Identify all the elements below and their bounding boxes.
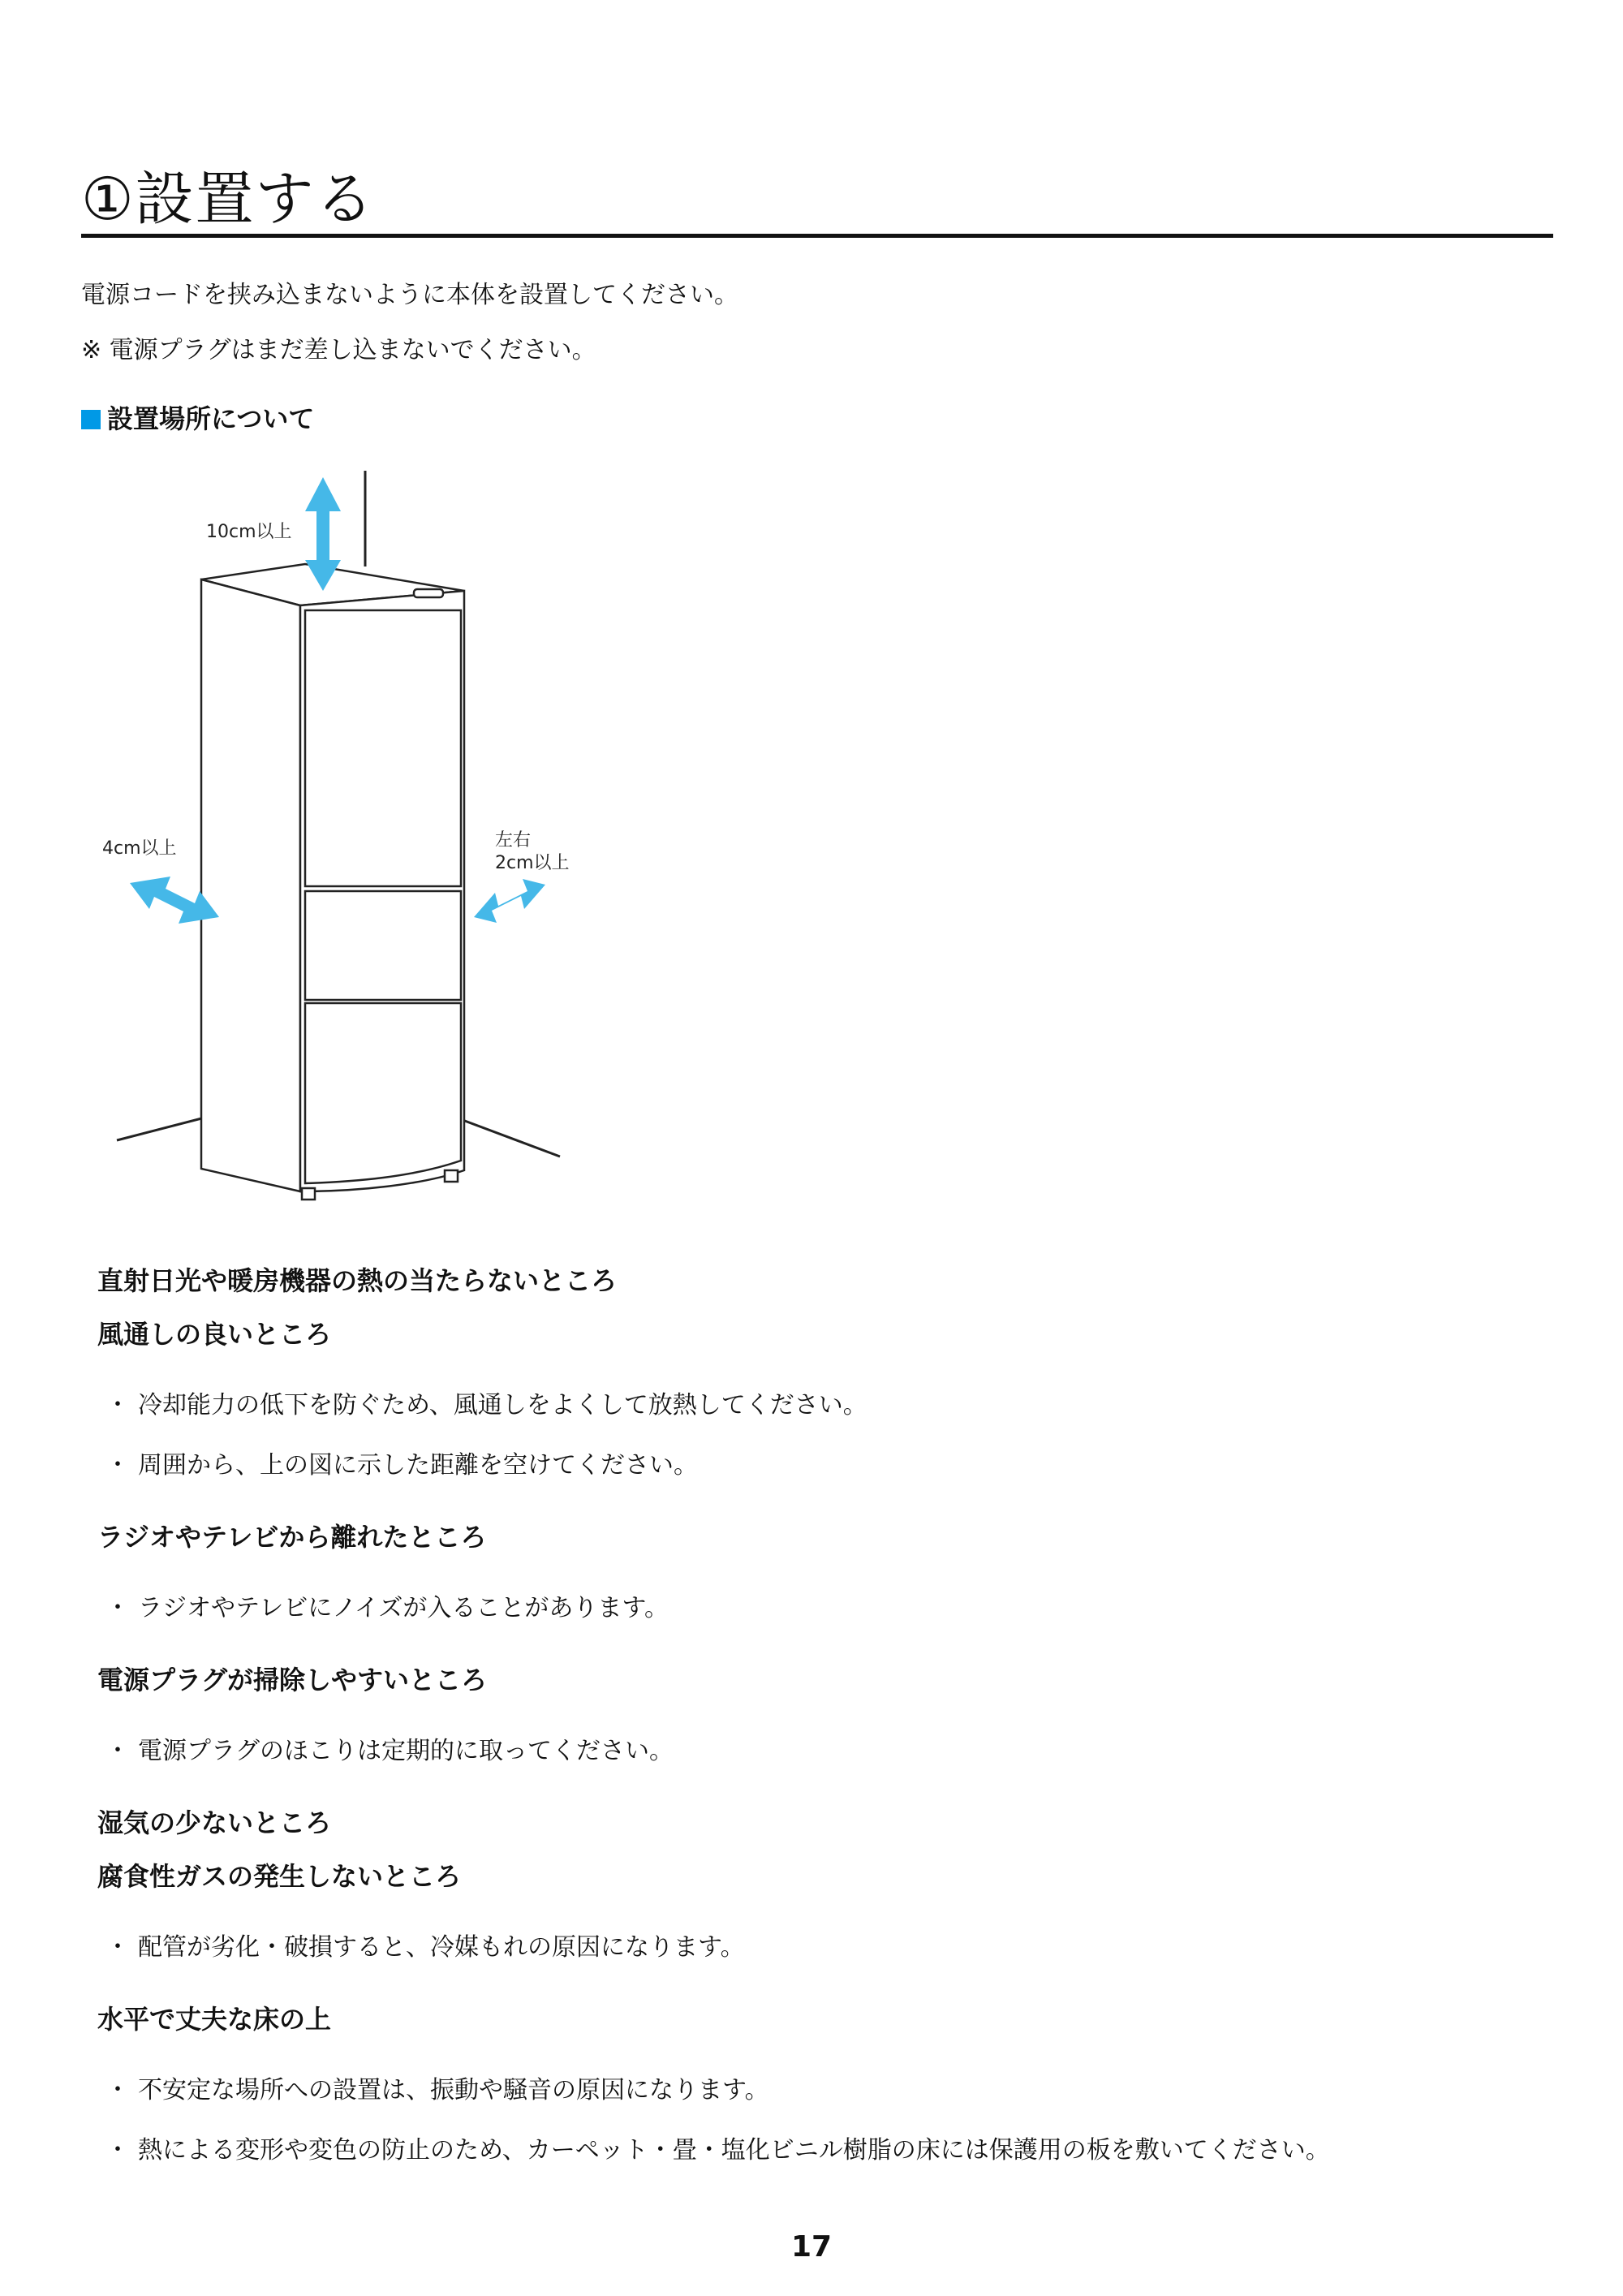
fridge-foot-right: [445, 1170, 458, 1182]
bullet-noise: [105, 1592, 669, 1625]
page-title: ①設置する: [81, 165, 376, 233]
floor-line-right: [463, 1120, 560, 1157]
floor-line-left: [117, 1116, 211, 1140]
bullet-dust: [105, 1735, 674, 1768]
bullet-text: 電源プラグのほこりは定期的に取ってください。: [138, 1737, 674, 1765]
bullet-dot-icon: ・: [105, 1391, 130, 1419]
bullet-clearance: [105, 1450, 698, 1482]
title-underline: [81, 234, 1553, 238]
bullet-text: 熱による変形や変色の防止のため、カーペット・畳・塩化ビニル樹脂の床には保護用の板を敷いてください。: [138, 2136, 1330, 2165]
bullet-text: ラジオやテレビにノイズが入ることがあります。: [138, 1594, 669, 1622]
arrow-right-icon: [474, 879, 545, 923]
intro-line-1: 電源コードを挟み込まないように本体を設置してください。: [81, 281, 738, 309]
bullet-text: 周囲から、上の図に示した距離を空けてください。: [138, 1451, 698, 1480]
fridge-upper-door: [305, 610, 461, 886]
fridge-middle-drawer: [305, 891, 461, 1000]
heading-low-humidity: 湿気の少ないところ: [97, 1807, 332, 1838]
installation-diagram: [97, 471, 601, 1217]
bullet-refrigerant: [105, 1932, 745, 1964]
heading-no-corrosive-gas: 腐食性ガスの発生しないところ: [97, 1861, 462, 1892]
bullet-dot-icon: ・: [105, 2136, 130, 2165]
side-clearance-label-1: 左右: [495, 830, 532, 851]
page-number: 17: [790, 2230, 833, 2264]
bullet-dot-icon: ・: [105, 1737, 130, 1765]
bullet-vibration: [105, 2074, 769, 2107]
heading-radio-tv: ラジオやテレビから離れたところ: [97, 1522, 487, 1553]
bullet-text: 不安定な場所への設置は、振動や騒音の原因になります。: [138, 2076, 769, 2104]
bullet-dot-icon: ・: [105, 2076, 130, 2104]
bullet-floor-protection: [105, 2134, 1330, 2167]
bullet-dot-icon: ・: [105, 1933, 130, 1962]
top-clearance-label: 10cm以上: [206, 522, 292, 542]
fridge-control-panel: [414, 589, 443, 597]
side-clearance-label-2: 2cm以上: [495, 853, 570, 873]
fridge-side: [201, 579, 300, 1191]
refrigerator: [201, 564, 464, 1200]
heading-plug-cleaning: 電源プラグが掃除しやすいところ: [97, 1665, 488, 1695]
section-heading: [81, 403, 314, 435]
bullet-dot-icon: ・: [105, 1451, 130, 1480]
section-square-icon: [81, 410, 101, 429]
fridge-foot-left: [302, 1188, 315, 1200]
bullet-text: 配管が劣化・破損すると、冷媒もれの原因になります。: [138, 1933, 745, 1962]
bullet-text: 冷却能力の低下を防ぐため、風通しをよくして放熱してください。: [138, 1391, 867, 1419]
heading-direct-sunlight: 直射日光や暖房機器の熱の当たらないところ: [97, 1265, 618, 1296]
intro-line-2: ※ 電源プラグはまだ差し込まないでください。: [81, 336, 596, 364]
bullet-cooling: [105, 1389, 867, 1422]
heading-ventilation: 風通しの良いところ: [97, 1319, 332, 1350]
fridge-lower-drawer: [305, 1003, 461, 1183]
left-clearance-label: 4cm以上: [102, 838, 177, 859]
heading-level-floor: 水平で丈夫な床の上: [97, 2004, 332, 2035]
section-heading-label: 設置場所について: [107, 403, 315, 434]
bullet-dot-icon: ・: [105, 1594, 130, 1622]
